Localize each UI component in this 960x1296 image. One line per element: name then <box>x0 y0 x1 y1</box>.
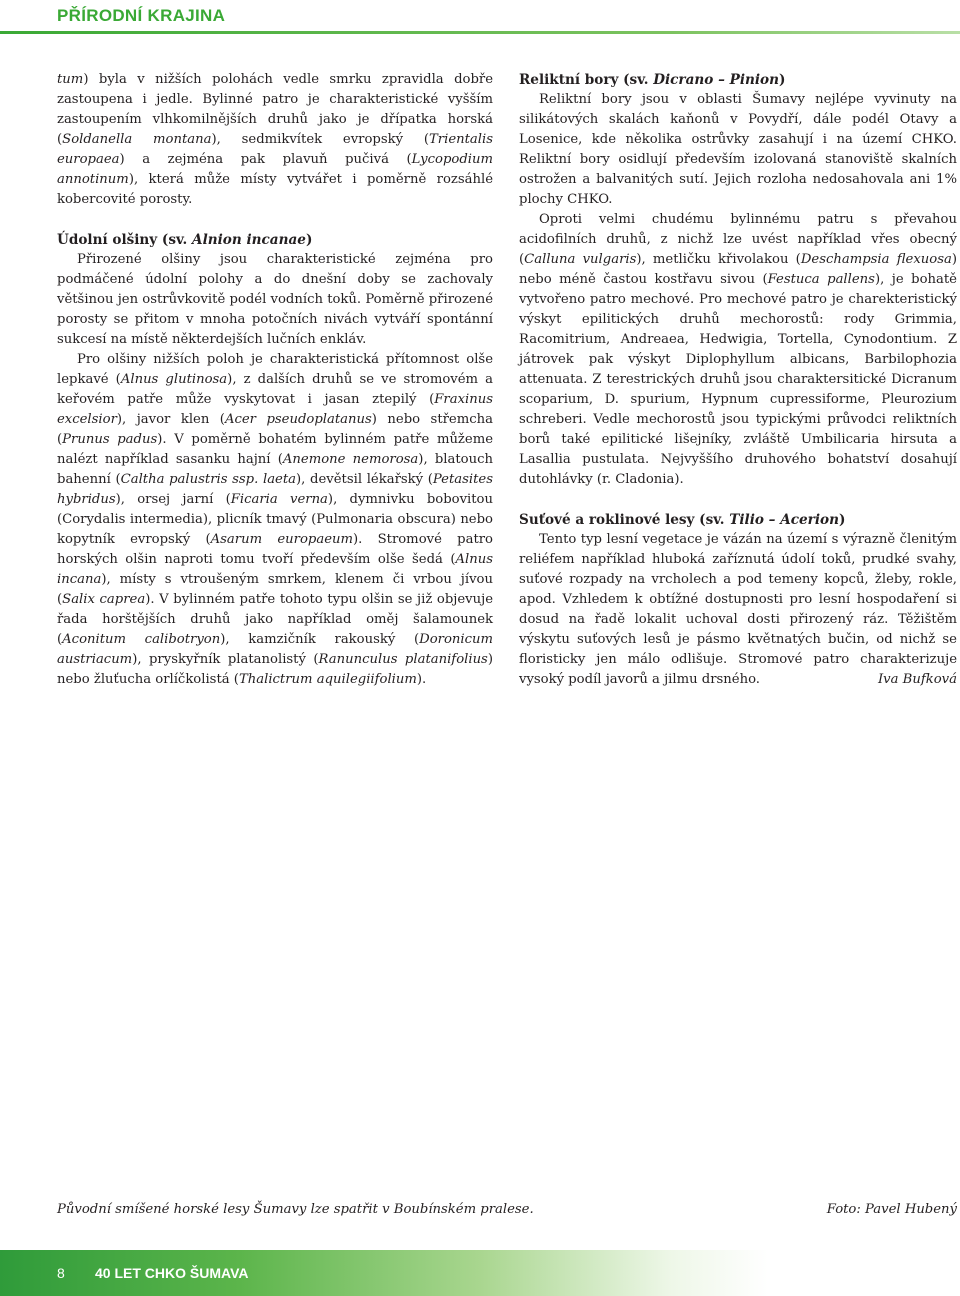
text-run: ). V bylinném patře tohoto typu olšin se již objevuje řada horštějších druhů jako například oměj šalamounek ( <box>57 592 494 647</box>
species-name: Alnus incana <box>57 552 493 587</box>
text-run: ) nebo střemcha ( <box>57 412 493 447</box>
paragraph-sutove-lesy <box>519 530 957 690</box>
caption-text: Původní smíšené horské lesy Šumavy lze spatřit v Boubínském pralese. <box>57 1202 534 1217</box>
species-name: Aconitum calibotryon <box>62 632 221 647</box>
text-run: ), dymnivku bobovitou (Corydalis intermedia), plicník tmavý (Pulmonaria obscura) nebo kopytník evropský ( <box>57 492 493 547</box>
text-run: ), devětsil lékařský ( <box>296 472 433 487</box>
text-run: Pro olšiny nižších poloh je charakteristická přítomnost olše lepkavé ( <box>57 352 493 387</box>
species-name: Prunus padus <box>62 432 158 447</box>
author-signature: Iva Bufková <box>877 672 957 687</box>
photo-credit: Foto: Pavel Hubený <box>826 1202 957 1217</box>
paragraph-bory-intro: Reliktní bory jsou v oblasti Šumavy nejlépe vyvinuty na silikátových skalách kaňonů v Povydří, dále podél Otavy a Losenice, kde několika ostrůvky zasahují i na území CHKO. Reliktní bory osidlují především izolovaná stanoviště skalních ostrožen a balvanitých sutí. Jejich rozloha nedosahovala ani 1% plochy CHKO. <box>519 92 957 207</box>
species-name: Asarum europaeum <box>210 532 354 547</box>
species-name: Deschampsia flexuosa <box>800 252 952 267</box>
text-run: ), blatouch bahenní ( <box>57 452 493 487</box>
text-run: ) nebo méně častou kostřavu sivou ( <box>519 252 957 287</box>
heading-latin: Tilio – Acerion <box>729 512 839 528</box>
species-name: Festuca pallens <box>767 272 875 287</box>
section-heading-sutove-lesy <box>519 510 957 530</box>
page-footer <box>0 1250 960 1296</box>
section-title: PŘÍRODNÍ KRAJINA <box>57 6 226 25</box>
photo-caption <box>57 1202 957 1217</box>
species-name: Caltha palustris ssp. laeta <box>120 472 297 487</box>
species-name: Soldanella montana <box>62 132 212 147</box>
text-run: ). Stromové patro horských olšin naproti tomu tvoří především olše šedá ( <box>57 532 493 567</box>
species-name: Ficaria verna <box>230 492 328 507</box>
text-run: ), javor klen ( <box>116 412 225 427</box>
heading-text: ) <box>305 232 313 248</box>
text-run: Tento typ lesní vegetace je vázán na území s výrazně členitým reliéfem například hluboká zaříznutá údolí toků, prudké svahy, suťové rozpady na vrcholech a pod temeny kopců, žleby, rokle, apod. Vzhledem k obtížné dostupnosti pro lesní hospodaření si dosud na řadě lokalit uchoval dosti přirozený ráz. Těžištěm výskytu suťových lesů je pásmo květnatých bučin, od nichž se floristicky jen málo odlišuje. Stromové patro charakterizuje vysoký podíl javorů a jilmu drsného. <box>519 532 957 687</box>
species-name: tum <box>57 72 84 87</box>
species-name: Trientalis europaea <box>57 132 493 167</box>
species-name: Doronicum austriacum <box>57 632 493 667</box>
text-run: ), z dalších druhů se ve stromovém a keřovém patře může vyskytovat i jasan ztepilý ( <box>57 372 493 407</box>
text-run: ), orsej jarní ( <box>115 492 231 507</box>
text-run: ). V poměrně bohatém bylinném patře můžeme nalézt například sasanku hajní ( <box>57 432 493 467</box>
section-heading-reliktni-bory <box>519 70 957 90</box>
text-run: ). <box>416 672 427 687</box>
page-number: 8 <box>57 1265 65 1281</box>
heading-latin: Alnion incanae <box>192 232 306 248</box>
species-name: Anemone nemorosa <box>282 452 419 467</box>
section-heading-udolni-olsiny <box>57 230 493 250</box>
species-name: Petasites hybridus <box>57 472 493 507</box>
text-run: ) byla v nižších polohách vedle smrku zpravidla dobře zastoupena i jedle. Bylinné patro je charakteristické vyšším zastoupením vlhkomilnějších druhů jako je dřípatka horská ( <box>57 72 493 147</box>
intro-paragraph <box>57 70 493 210</box>
text-run: Oproti velmi chudému bylinnému patru s převahou acidofilních druhů, z nichž lze uvést například vřes obecný ( <box>519 212 957 267</box>
page-header <box>0 0 960 34</box>
text-run: ), kamzičník rakouský ( <box>220 632 420 647</box>
species-name: Ranunculus platanifolius <box>318 652 488 667</box>
species-name: Acer pseudoplatanus <box>224 412 372 427</box>
publication-title: 40 LET CHKO ŠUMAVA <box>95 1265 249 1281</box>
species-name: Fraxinus excelsior <box>57 392 493 427</box>
right-column <box>519 70 957 690</box>
text-run: ), která může místy vytvářet i poměrně rozsáhlé kobercovité porosty. <box>57 172 493 207</box>
left-column <box>57 70 493 690</box>
heading-text: ) <box>779 72 786 88</box>
text-run: ) a zejména pak plavuň pučivá ( <box>119 152 412 167</box>
species-name: Salix caprea <box>62 592 146 607</box>
heading-latin: Dicrano – Pinion <box>653 72 779 88</box>
header-rule <box>0 31 960 34</box>
text-run: ), sedmikvítek evropský ( <box>211 132 430 147</box>
text-run: ), je bohatě vytvořeno patro mechové. Pro mechové patro je charekteristický výskyt epilitických druhů mechorostů: rody Grimmia, Racomitrium, Andreaea, Hedwigia, Tortella, Cynodontium. Z játrovek pak výskyt Diplophyllum albicans, Barbilophozia attenuata. Z terestrických druhů jsou charaktersitické Dicranum scoparium, D. spurium, Hypnum cupressiforme, Pleurozium schreberi. Vedle mechorostů jsou typickými průvodci reliktních borů také epilitické lišejníky, zvláště Umbilicaria hirsuta a Lasallia pustulata. Nejvyššího druhového bohatství dosahují dutohlávky (r. Cladonia). <box>519 272 957 487</box>
species-name: Lycopodium annotinum <box>57 152 493 187</box>
heading-text: Údolní olšiny (sv. <box>57 232 193 248</box>
species-name: Thalictrum aquilegiifolium <box>238 672 417 687</box>
paragraph-olsiny-species <box>57 350 493 690</box>
species-name: Alnus glutinosa <box>120 372 228 387</box>
text-run: ) nebo žluťucha orlíčkolistá ( <box>57 652 493 687</box>
text-run: ), místy s vtroušeným smrkem, klenem či vrbou jívou ( <box>57 572 493 607</box>
heading-text: Reliktní bory (sv. <box>519 72 654 88</box>
text-run: ), pryskyřník platanolistý ( <box>132 652 319 667</box>
heading-text: Suťové a roklinové lesy (sv. <box>519 512 730 528</box>
species-name: Calluna vulgaris <box>524 252 637 267</box>
text-run: ), metličku křivolakou ( <box>636 252 801 267</box>
paragraph-olsiny-intro: Přirozené olšiny jsou charakteristické zejména pro podmáčené údolní polohy a do dnešní doby se zachovaly většinou jen ostrůvkovitě podél vodních toků. Poměrně přirozené porosty se přitom v mnoha potočních nivách vytváří spontánní sukcesí na místě některdejších lučních enkláv. <box>57 252 493 347</box>
paragraph-bory-species <box>519 210 957 490</box>
heading-text: ) <box>838 512 846 528</box>
